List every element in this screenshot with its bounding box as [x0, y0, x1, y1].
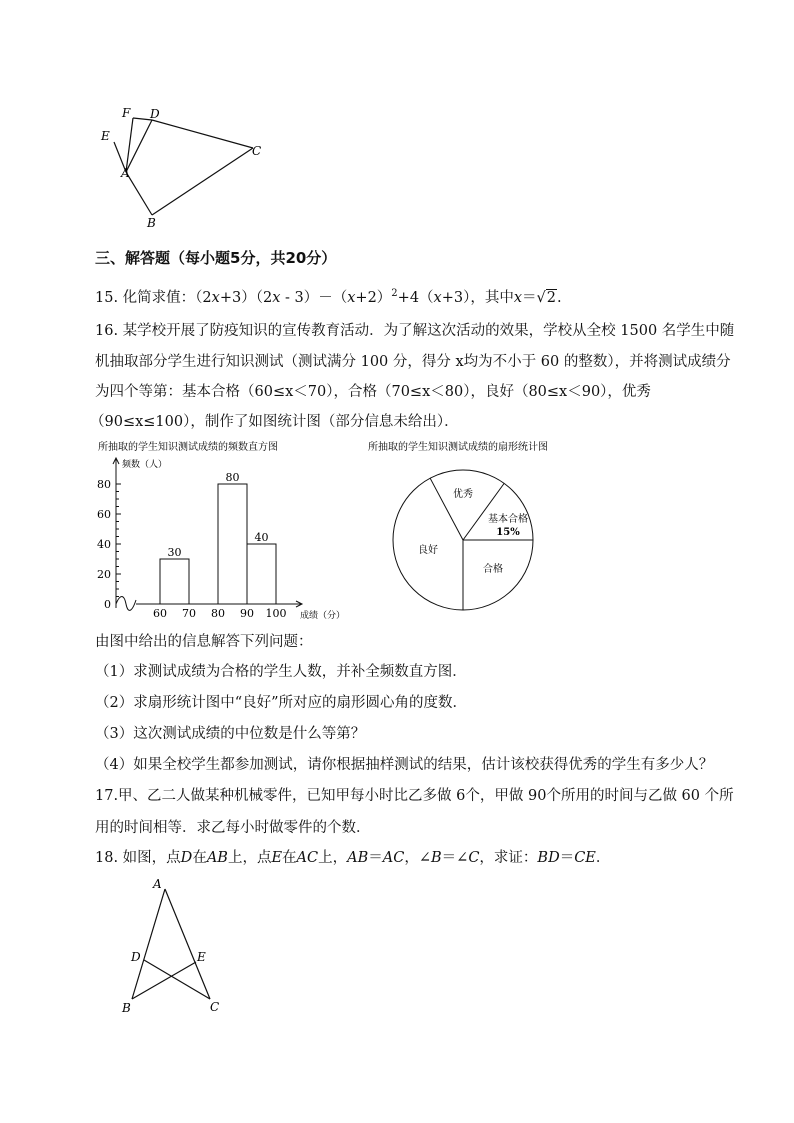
pie-slice-label: 合格: [483, 564, 503, 575]
label-e: E: [197, 950, 206, 964]
sqrt-radicand: 2: [546, 289, 557, 306]
sub-question-4: （4）如果全校学生都参加测试，请你根据抽样测试的结果，估计该校获得优秀的学生有多少人？: [95, 757, 714, 773]
geometry-figure-1: [95, 100, 275, 235]
pie-slice-percent: 15%: [496, 527, 520, 538]
question-18: [95, 848, 610, 868]
bar-value-label: 80: [225, 471, 240, 484]
q15-text-c: - 3）－（: [280, 289, 348, 306]
q18-seg-ac: AC: [296, 850, 319, 866]
histogram-bar: [160, 559, 189, 604]
q18-seg-ab: AB: [347, 850, 369, 866]
q16-line-3: 为四个等第：基本合格（60≤x＜70），合格（70≤x＜80），良好（80≤x＜90），优秀: [95, 384, 651, 400]
q15-text-f: +3），其中: [441, 289, 514, 306]
pie-slice-label: 基本合格: [488, 514, 528, 525]
q15-text-b: +3）（2: [219, 289, 273, 306]
q18-part: ．: [595, 850, 611, 866]
q18-part: 上，点: [227, 850, 272, 866]
x-tick-label: 80: [211, 607, 225, 620]
pie-title: 所抽取的学生知识测试成绩的扇形统计图: [368, 442, 548, 453]
q15-var: x: [272, 289, 281, 306]
question-15: [95, 284, 562, 308]
label-c: C: [210, 1000, 220, 1014]
segment-dc: [152, 120, 253, 148]
q15-exponent: 2: [391, 288, 398, 299]
sqrt-two: [537, 288, 557, 308]
q18-point-e: E: [271, 850, 283, 866]
q15-var: x: [513, 289, 523, 306]
x-tick-label: 70: [182, 607, 196, 620]
q15-var: x: [433, 289, 442, 306]
q17-line-2: 用的时间相等．求乙每小时做零件的个数．: [95, 820, 371, 836]
y-tick-label: 60: [97, 508, 111, 521]
bar-value-label: 30: [167, 546, 182, 559]
q18-seg-bd: BD: [537, 850, 560, 866]
axis-break: [116, 597, 136, 611]
q18-part: 上，: [318, 850, 348, 866]
segment-cd: [144, 960, 210, 999]
q15-text-a: 化简求值：（2: [122, 289, 212, 306]
q15-var: x: [347, 289, 356, 306]
q16-line-2: 机抽取部分学生进行知识测试（测试满分 100 分，得分 x均为不小于 60 的整数），并将测试成绩分: [95, 354, 731, 370]
q15-text-e: +4（: [397, 289, 434, 306]
label-a: A: [153, 877, 162, 891]
y-tick-label: 80: [97, 478, 111, 491]
q18-part: ＝∠: [441, 850, 469, 866]
label-a: A: [121, 166, 130, 180]
histogram-title: 所抽取的学生知识测试成绩的频数直方图: [98, 442, 278, 453]
sub-question-2: （2）求扇形统计图中“良好”所对应的扇形圆心角的度数．: [95, 695, 468, 711]
label-d: D: [150, 107, 160, 121]
sub-question-3: （3）这次测试成绩的中位数是什么等第？: [95, 726, 366, 742]
histogram-ylabel: 频数（人）: [122, 460, 168, 470]
q16-line-4: （90≤x≤100），制作了如图统计图（部分信息未给出）．: [90, 414, 459, 430]
label-f: F: [122, 106, 131, 120]
q15-number: 15.: [95, 289, 119, 306]
label-c: C: [252, 144, 262, 158]
q16-line-1: 16. 某学校开展了防疫知识的宣传教育活动．为了解这次活动的效果，学校从全校 1500 名学生中随: [95, 323, 735, 339]
segment-ac: [165, 889, 210, 999]
pie-slice-label: 良好: [418, 545, 438, 556]
q18-part: ＝: [368, 850, 383, 866]
label-e: E: [101, 129, 110, 143]
q15-text-g: ＝: [522, 289, 537, 306]
label-d: D: [131, 950, 141, 964]
label-b: B: [147, 216, 156, 230]
sub-question-1: （1）求测试成绩为合格的学生人数，并补全频数直方图．: [95, 664, 467, 680]
q18-part: ，∠: [404, 850, 431, 866]
q18-part: ，求证：: [479, 850, 538, 866]
label-b: B: [122, 1001, 131, 1015]
q18-angle-c: C: [468, 850, 480, 866]
x-tick-label: 100: [265, 607, 287, 620]
q18-point-d: D: [180, 850, 193, 866]
histogram-bar: [218, 484, 247, 604]
q18-seg-ce: CE: [574, 850, 596, 866]
q15-text-d: +2）: [355, 289, 392, 306]
y-tick-label: 40: [97, 538, 111, 551]
q18-part: 在: [192, 850, 207, 866]
y-tick-label: 20: [97, 568, 111, 581]
pie-chart: [365, 437, 585, 627]
pie-slice-label: 优秀: [453, 489, 473, 500]
q18-part: ＝: [559, 850, 575, 866]
bar-value-label: 40: [254, 531, 269, 544]
q18-part: 在: [282, 850, 297, 866]
x-tick-label: 60: [153, 607, 167, 620]
histogram-xlabel: 成绩（分）: [300, 611, 346, 621]
q15-end: .: [557, 289, 562, 306]
section-heading: 三、解答题（每小题5分，共20分）: [95, 249, 337, 267]
q18-part: 18. 如图，点: [95, 850, 181, 866]
q18-seg-ab: AB: [206, 850, 228, 866]
q18-seg-ac: AC: [382, 850, 405, 866]
y-tick-label: 0: [104, 598, 111, 611]
sqrt-symbol: √: [536, 289, 546, 306]
histogram-bar: [247, 544, 276, 604]
questions-intro: 由图中给出的信息解答下列问题：: [95, 634, 313, 650]
geometry-figure-2: [115, 874, 230, 1019]
x-tick-label: 90: [240, 607, 254, 620]
q17-line-1: 17.甲、乙二人做某种机械零件，已知甲每小时比乙多做 6个，甲做 90个所用的时间与乙做 60 个所: [95, 788, 734, 804]
segment-ab: [126, 172, 152, 215]
segment-cb: [152, 148, 253, 215]
q15-var: x: [211, 289, 220, 306]
frequency-histogram: [90, 437, 360, 627]
q18-angle-b: B: [431, 850, 442, 866]
